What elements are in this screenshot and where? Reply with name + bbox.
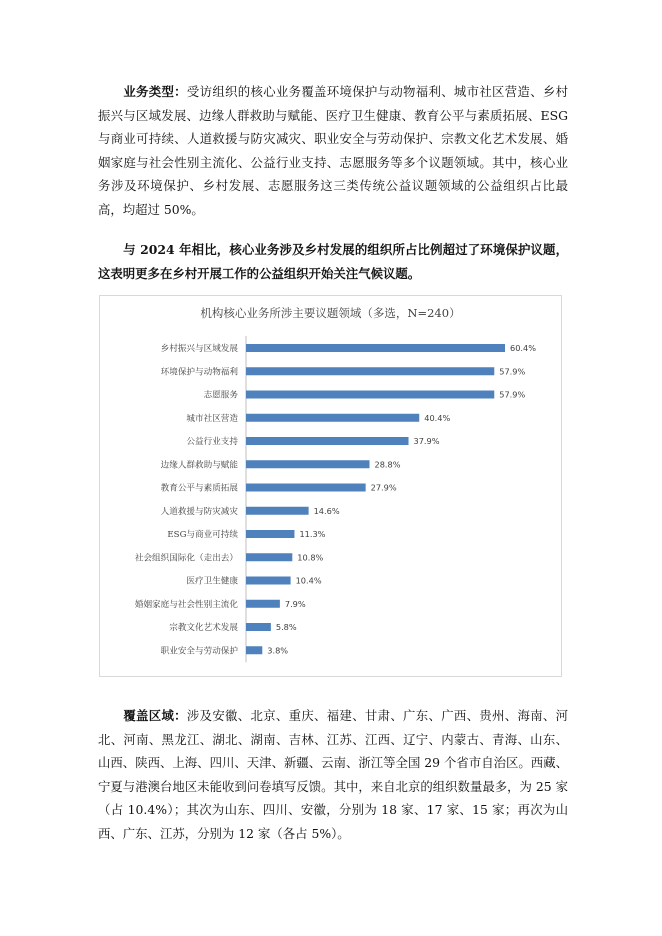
category-label: 医疗卫生健康 (186, 576, 238, 587)
bar (246, 530, 294, 538)
category-label: 环境保护与动物福利 (160, 367, 238, 378)
category-label: 宗教文化艺术发展 (169, 623, 238, 633)
value-label: 57.9% (499, 366, 526, 377)
value-label: 3.8% (267, 645, 289, 656)
coverage-paragraph (98, 704, 568, 846)
comparison-paragraph (98, 238, 568, 285)
bar (246, 460, 369, 468)
bar (246, 367, 494, 375)
bar (246, 344, 505, 352)
business-type-paragraph (98, 80, 568, 222)
category-label: ESG与商业可持续 (167, 530, 238, 540)
category-label: 志愿服务 (203, 390, 238, 401)
value-label: 7.9% (284, 598, 306, 609)
bar (246, 507, 309, 515)
bar (246, 600, 280, 608)
value-label: 37.9% (413, 436, 440, 446)
value-label: 11.3% (299, 529, 326, 539)
chart-title: 机构核心业务所涉主要议题领域（多选，N=240） (200, 306, 461, 320)
value-label: 60.4% (510, 343, 537, 353)
category-label: 职业安全与劳动保护 (160, 646, 238, 657)
value-label: 40.4% (424, 412, 451, 423)
coverage-heading: 覆盖区域： (123, 708, 187, 723)
bar (246, 577, 291, 585)
value-label: 5.8% (275, 622, 297, 632)
chart-plot (100, 296, 561, 676)
bar (246, 553, 292, 561)
business-type-heading: 业务类型： (123, 84, 187, 99)
category-label: 边缘人群救助与赋能 (160, 460, 238, 471)
bar (246, 646, 262, 654)
category-label: 城市社区营造 (186, 413, 238, 424)
category-label: 公益行业支持 (186, 437, 238, 447)
category-label: 教育公平与素质拓展 (160, 483, 238, 494)
bar (246, 623, 271, 631)
category-label: 人道救援与防灾减灾 (160, 506, 238, 517)
bar (246, 391, 494, 399)
category-label: 乡村振兴与区域发展 (160, 344, 238, 354)
bar (246, 437, 409, 445)
business-type-text: 受访组织的核心业务覆盖环境保护与动物福利、城市社区营造、乡村振兴与区域发展、边缘人群救助与赋能、医疗卫生健康、教育公平与素质拓展、ESG与商业可持续、人道救援与防灾减灾、职业安全与劳动保护、宗教文化艺术发展、婚姻家庭与社会性别主流化、公益行业支持、志愿服务等多个议题领域。其中，核心业务涉及环境保护、乡村发展、志愿服务这三类传统公益议题领域的公益组织占比最高，均超过 50%。 (98, 84, 569, 217)
comparison-text: 与 2024 年相比，核心业务涉及乡村发展的组织所占比例超过了环境保护议题，这表明更多在乡村开展工作的公益组织开始关注气候议题。 (98, 242, 568, 281)
category-label: 社会组织国际化（走出去） (134, 553, 238, 564)
bar (246, 484, 366, 492)
issue-area-chart (99, 295, 562, 677)
value-label: 57.9% (499, 389, 526, 400)
value-label: 28.8% (374, 459, 401, 470)
value-label: 10.4% (295, 575, 322, 586)
category-label: 婚姻家庭与社会性别主流化 (134, 599, 238, 610)
value-label: 27.9% (370, 482, 397, 493)
coverage-text: 涉及安徽、北京、重庆、福建、甘肃、广东、广西、贵州、海南、河北、河南、黑龙江、湖北、湖南、吉林、江苏、江西、辽宁、内蒙古、青海、山东、山西、陕西、上海、四川、天津、新疆、云南、浙江等全国 29 个省市自治区。西藏、宁夏与港澳台地区未能收到问卷填写反馈。其中，来自北京的组织数量最多，为 25 家（占 10.4%）；其次为山东、四川、安徽，分别为 18 家、17 家、15 家；再次为山西、广东、江苏，分别为 12 家（各占 5%）。 (98, 708, 569, 841)
value-label: 14.6% (313, 505, 340, 516)
value-label: 10.8% (297, 552, 324, 563)
bar (246, 414, 419, 422)
